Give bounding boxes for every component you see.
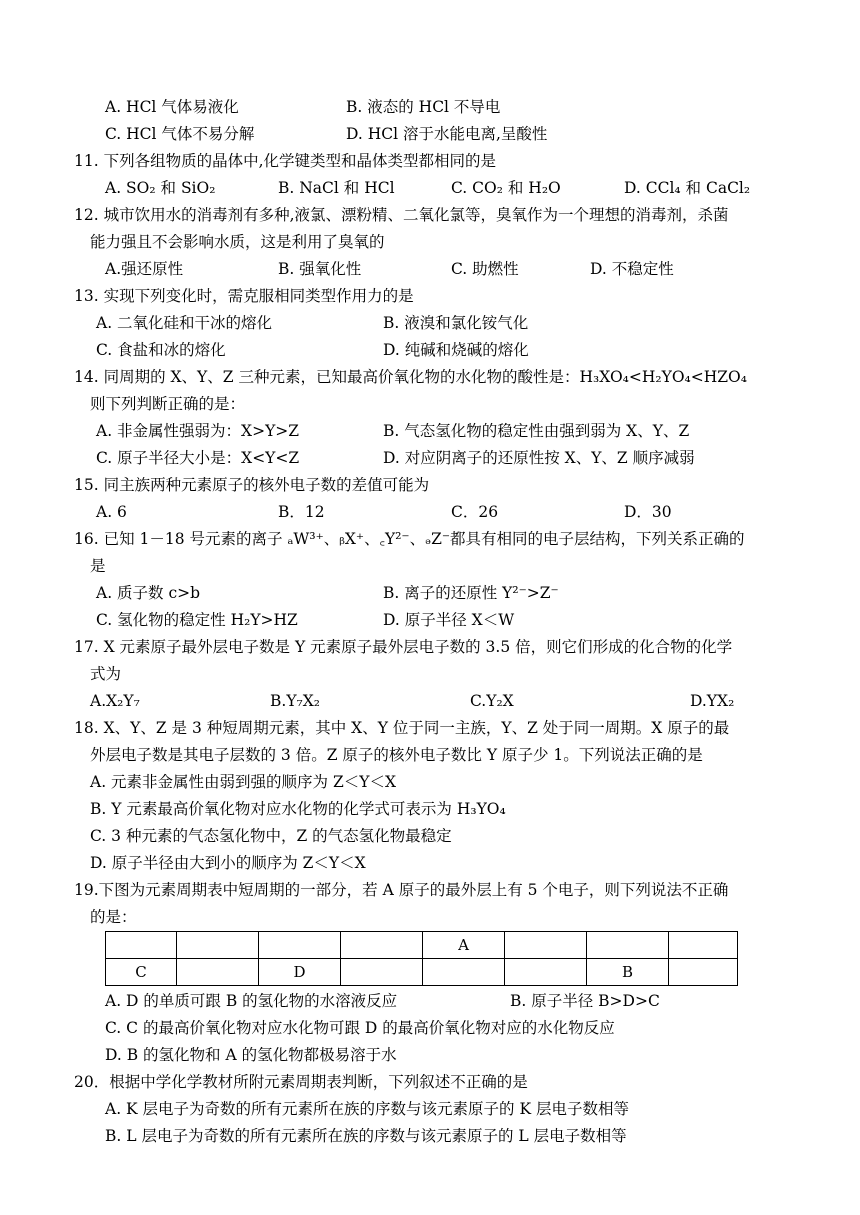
q17-option-d: D.YX₂ <box>690 692 735 710</box>
q11-option-b: B. NaCl 和 HCl <box>278 179 395 197</box>
q11-option-d: D. CCl₄ 和 CaCl₂ <box>624 179 751 197</box>
table-cell: C <box>106 959 177 986</box>
q15-option-b: B．12 <box>278 503 325 521</box>
table-cell <box>341 932 423 959</box>
table-cell <box>505 959 587 986</box>
q12-stem: 12. 城市饮用水的消毒剂有多种,液氯、漂粉精、二氧化氯等，臭氧作为一个理想的消毒剂，杀菌 <box>74 206 729 224</box>
q20-option-b: B. L 层电子为奇数的所有元素所在族的序数与该元素原子的 L 层电子数相等 <box>105 1127 627 1145</box>
table-cell <box>259 932 341 959</box>
q16-option-d: D. 原子半径 X＜W <box>383 611 515 629</box>
q10-option-d: D. HCl 溶于水能电离,呈酸性 <box>346 125 548 143</box>
q13-option-d: D. 纯碱和烧碱的熔化 <box>383 341 529 359</box>
q11-option-a: A. SO₂ 和 SiO₂ <box>105 179 216 197</box>
table-cell <box>587 932 669 959</box>
table-cell <box>177 932 259 959</box>
q16-option-c: C. 氢化物的稳定性 H₂Y>HZ <box>96 611 298 629</box>
q15-option-c: C．26 <box>451 503 499 521</box>
q14-option-c: C. 原子半径大小是：X<Y<Z <box>96 449 300 467</box>
table-cell <box>505 932 587 959</box>
q15-option-d: D．30 <box>624 503 672 521</box>
q16-stem: 16. 已知 1－18 号元素的离子 ₐW³⁺、ᵦX⁺、꜀Y²⁻、ₔZ⁻都具有相同的电子层结构，下列关系正确的 <box>74 530 745 548</box>
q18-stem-cont: 外层电子数是其电子层数的 3 倍。Z 原子的核外电子数比 Y 原子少 1。下列说法正确的是 <box>90 746 703 764</box>
q18-option-b: B. Y 元素最高价氧化物对应水化物的化学式可表示为 H₃YO₄ <box>90 800 506 818</box>
q14-option-a: A. 非金属性强弱为：X>Y>Z <box>96 422 300 440</box>
q18-option-a: A. 元素非金属性由弱到强的顺序为 Z＜Y＜X <box>90 773 397 791</box>
table-cell: B <box>587 959 669 986</box>
table-row <box>106 932 738 959</box>
q14-stem-cont: 则下列判断正确的是： <box>90 395 246 413</box>
q19-stem: 19.下图为元素周期表中短周期的一部分，若 A 原子的最外层上有 5 个电子，则下列说法不正确 <box>74 881 729 899</box>
q13-stem: 13. 实现下列变化时，需克服相同类型作用力的是 <box>74 287 414 305</box>
q15-stem: 15. 同主族两种元素原子的核外电子数的差值可能为 <box>74 476 430 494</box>
q20-stem: 20．根据中学化学教材所附元素周期表判断，下列叙述不正确的是 <box>74 1073 528 1091</box>
q18-option-d: D. 原子半径由大到小的顺序为 Z＜Y＜X <box>90 854 366 872</box>
q12-option-c: C. 助燃性 <box>451 260 519 278</box>
q14-option-b: B. 气态氢化物的稳定性由强到弱为 X、Y、Z <box>383 422 690 440</box>
q19-option-c: C. C 的最高价氧化物对应水化物可跟 D 的最高价氧化物对应的水化物反应 <box>105 1019 615 1037</box>
table-cell <box>669 959 738 986</box>
q17-stem: 17. X 元素原子最外层电子数是 Y 元素原子最外层电子数的 3.5 倍，则它们形成的化合物的化学 <box>74 638 733 656</box>
q16-option-b: B. 离子的还原性 Y²⁻>Z⁻ <box>383 584 559 602</box>
q16-stem-cont: 是 <box>90 557 106 575</box>
q17-option-b: B.Y₇X₂ <box>270 692 321 710</box>
table-cell <box>341 959 423 986</box>
q18-option-c: C. 3 种元素的气态氢化物中，Z 的气态氢化物最稳定 <box>90 827 452 845</box>
q11-stem: 11. 下列各组物质的晶体中,化学键类型和晶体类型都相同的是 <box>74 152 497 170</box>
q19-option-a: A. D 的单质可跟 B 的氢化物的水溶液反应 <box>105 992 398 1010</box>
q19-option-d: D. B 的氢化物和 A 的氢化物都极易溶于水 <box>105 1046 397 1064</box>
q17-option-a: A.X₂Y₇ <box>90 692 140 710</box>
q17-option-c: C.Y₂X <box>470 692 514 710</box>
q14-option-d: D. 对应阴离子的还原性按 X、Y、Z 顺序减弱 <box>383 449 695 467</box>
q13-option-c: C. 食盐和冰的熔化 <box>96 341 226 359</box>
q19-stem-cont: 的是： <box>90 908 137 926</box>
q17-stem-cont: 式为 <box>90 665 122 683</box>
q20-option-a: A. K 层电子为奇数的所有元素所在族的序数与该元素原子的 K 层电子数相等 <box>105 1100 629 1118</box>
table-cell <box>669 932 738 959</box>
table-cell <box>177 959 259 986</box>
q12-option-d: D. 不稳定性 <box>590 260 674 278</box>
q12-option-a: A.强还原性 <box>105 260 184 278</box>
periodic-table-fragment <box>105 931 738 986</box>
q15-option-a: A. 6 <box>96 503 127 521</box>
table-cell <box>106 932 177 959</box>
q19-option-b: B. 原子半径 B>D>C <box>510 992 660 1010</box>
q10-option-b: B. 液态的 HCl 不导电 <box>346 98 501 116</box>
table-cell <box>423 959 505 986</box>
q12-stem-cont: 能力强且不会影响水质，这是利用了臭氧的 <box>90 233 385 251</box>
table-cell: D <box>259 959 341 986</box>
table-cell: A <box>423 932 505 959</box>
table-row <box>106 959 738 986</box>
q18-stem: 18. X、Y、Z 是 3 种短周期元素，其中 X、Y 位于同一主族，Y、Z 处于同一周期。X 原子的最 <box>74 719 730 737</box>
q12-option-b: B. 强氧化性 <box>278 260 362 278</box>
q10-option-a: A. HCl 气体易液化 <box>105 98 239 116</box>
q10-option-c: C. HCl 气体不易分解 <box>105 125 255 143</box>
q14-stem: 14. 同周期的 X、Y、Z 三种元素，已知最高价氧化物的水化物的酸性是：H₃XO₄<H₂YO₄<HZO₄ <box>74 368 747 386</box>
q16-option-a: A. 质子数 c>b <box>96 584 201 602</box>
q13-option-a: A. 二氧化硅和干冰的熔化 <box>96 314 273 332</box>
q11-option-c: C. CO₂ 和 H₂O <box>451 179 561 197</box>
q13-option-b: B. 液溴和氯化铵气化 <box>383 314 529 332</box>
